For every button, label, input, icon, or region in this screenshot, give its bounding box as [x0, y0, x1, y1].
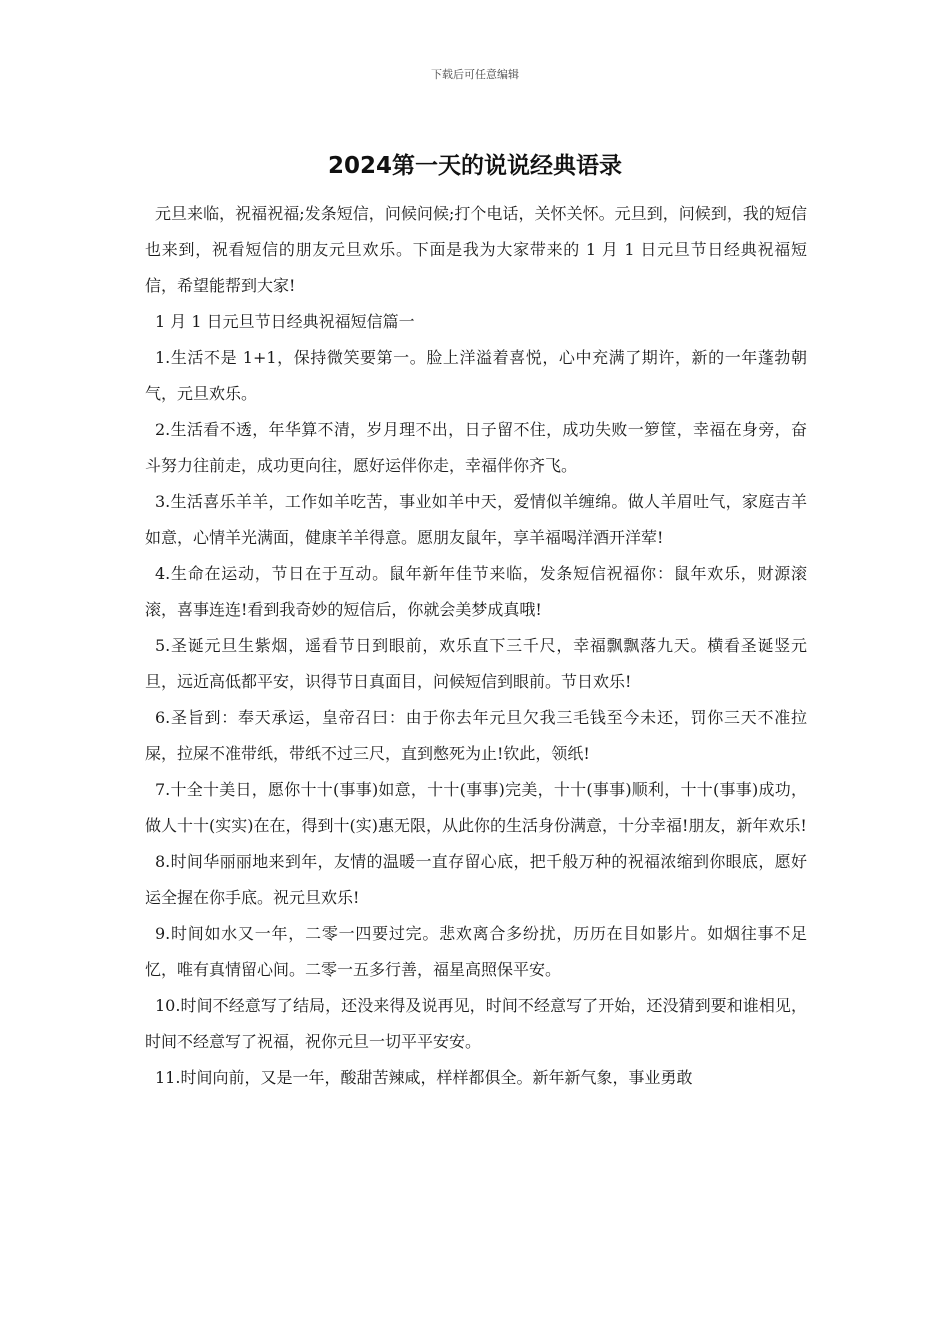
list-item: 6.圣旨到：奉天承运，皇帝召曰：由于你去年元旦欠我三毛钱至今未还，罚你三天不准拉屎，拉屎不准带纸，带纸不过三尺，直到憋死为止!钦此，领纸!	[145, 708, 807, 763]
section-heading: 1 月 1 日元旦节日经典祝福短信篇一	[155, 312, 415, 331]
intro-paragraph: 元旦来临，祝福祝福;发条短信，问候问候;打个电话，关怀关怀。元旦到，问候到，我的短信也来到，祝看短信的朋友元旦欢乐。下面是我为大家带来的 1 月 1 日元旦节日经典祝福短信，希望能帮到大家!	[145, 204, 807, 295]
list-item: 11.时间向前，又是一年，酸甜苦辣咸，样样都俱全。新年新气象，事业勇敢	[155, 1068, 693, 1087]
list-item: 7.十全十美日，愿你十十(事事)如意，十十(事事)完美，十十(事事)顺利，十十(事事)成功，做人十十(实实)在在，得到十(实)惠无限，从此你的生活身份满意，十分幸福!朋友，新年欢乐!	[145, 780, 807, 835]
list-item: 3.生活喜乐羊羊，工作如羊吃苦，事业如羊中天，爱情似羊缠绵。做人羊眉吐气，家庭吉羊如意，心情羊光满面，健康羊羊得意。愿朋友鼠年，享羊福喝洋酒开洋荤!	[145, 492, 807, 547]
list-item: 1.生活不是 1+1，保持微笑要第一。脸上洋溢着喜悦，心中充满了期许，新的一年蓬勃朝气，元旦欢乐。	[145, 348, 807, 403]
list-item: 2.生活看不透，年华算不清，岁月理不出，日子留不住，成功失败一箩筐，幸福在身旁，奋斗努力往前走，成功更向往，愿好运伴你走，幸福伴你齐飞。	[145, 420, 807, 475]
page-header-note: 下载后可任意编辑	[431, 68, 519, 81]
list-item: 10.时间不经意写了结局，还没来得及说再见，时间不经意写了开始，还没猜到要和谁相见，时间不经意写了祝福，祝你元旦一切平平安安。	[145, 996, 807, 1051]
list-item: 5.圣诞元旦生紫烟，遥看节日到眼前，欢乐直下三千尺，幸福飘飘落九天。横看圣诞竖元旦，远近高低都平安，识得节日真面目，问候短信到眼前。节日欢乐!	[145, 636, 807, 691]
list-item: 9.时间如水又一年，二零一四要过完。悲欢离合多纷扰，历历在目如影片。如烟往事不足忆，唯有真情留心间。二零一五多行善，福星高照保平安。	[145, 924, 807, 979]
document-title: 2024第一天的说说经典语录	[327, 153, 622, 179]
list-item: 8.时间华丽丽地来到年，友情的温暖一直存留心底，把千般万种的祝福浓缩到你眼底，愿好运全握在你手底。祝元旦欢乐!	[145, 852, 807, 907]
list-item: 4.生命在运动，节日在于互动。鼠年新年佳节来临，发条短信祝福你：鼠年欢乐，财源滚滚，喜事连连!看到我奇妙的短信后，你就会美梦成真哦!	[145, 564, 807, 619]
document-body	[145, 196, 807, 1096]
